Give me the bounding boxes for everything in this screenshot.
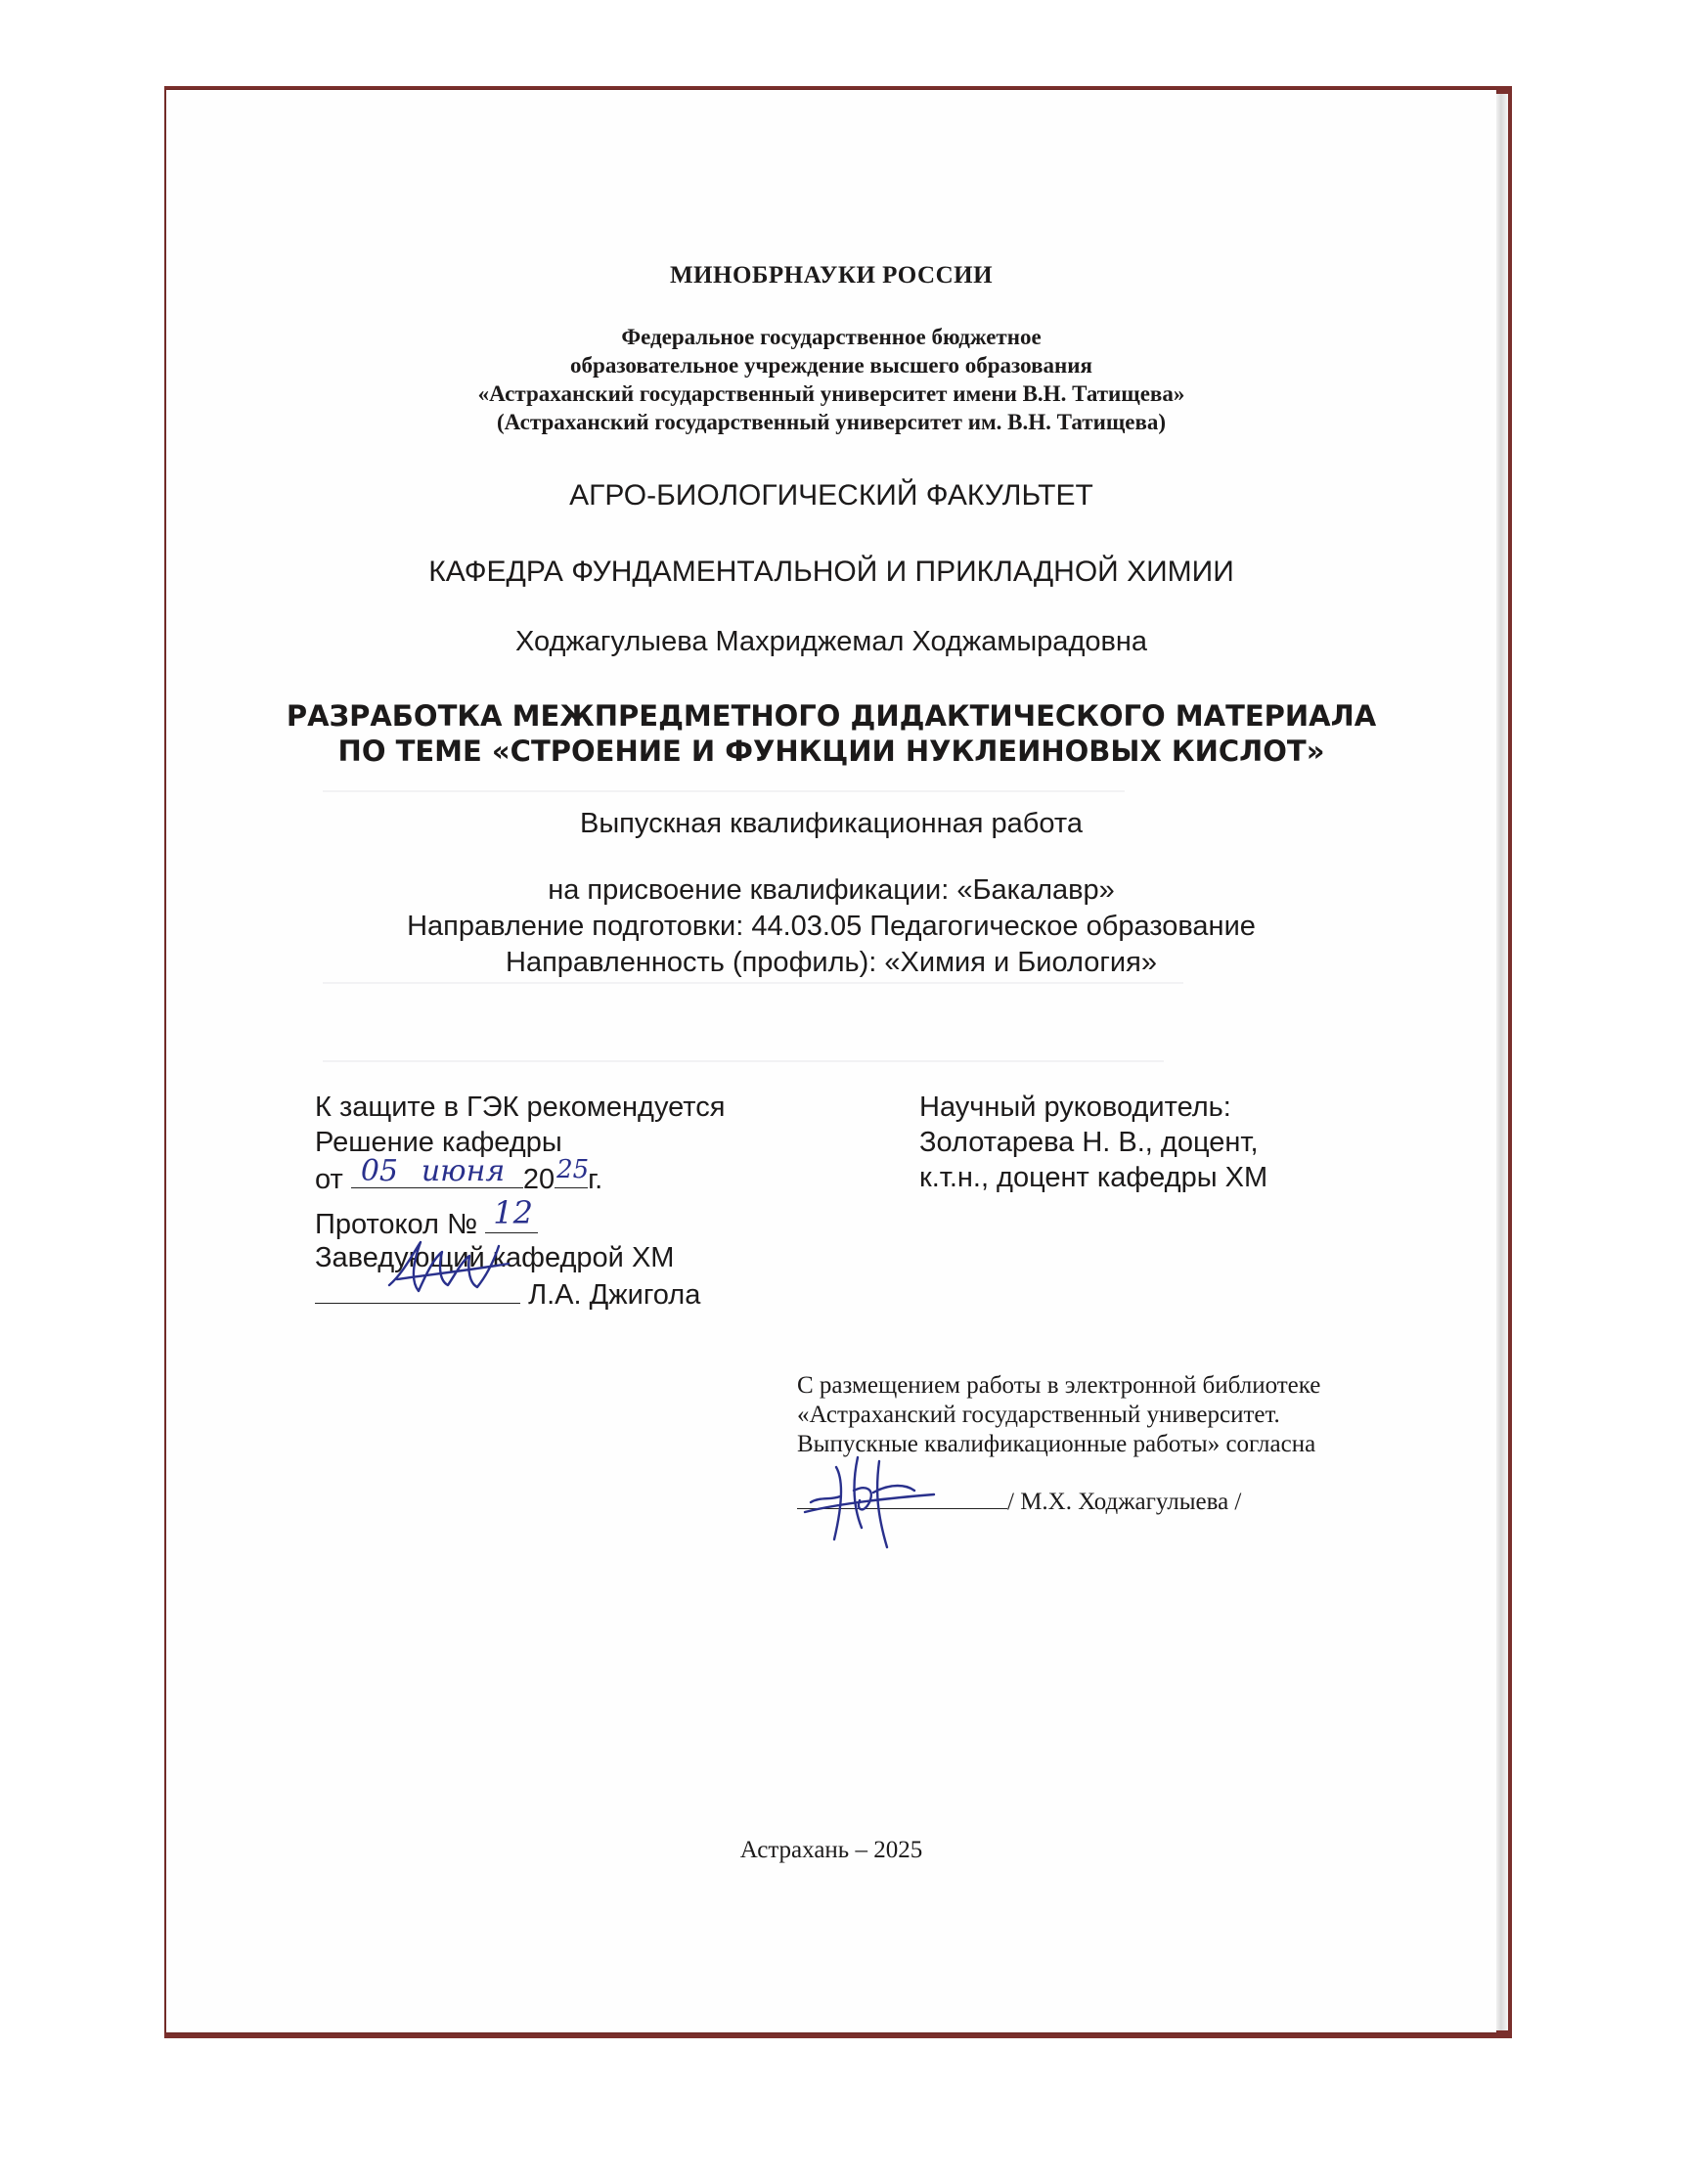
- supervisor-label: Научный руководитель:: [919, 1092, 1231, 1123]
- show-through-line: [323, 790, 1125, 792]
- protocol-number-handwritten: 12: [493, 1194, 533, 1231]
- qualification-line: на присвоение квалификации: «Бакалавр»: [548, 874, 1115, 906]
- defense-line: К защите в ГЭК рекомендуется: [315, 1092, 726, 1123]
- author-name: Ходжагулыева Махриджемал Ходжамырадовна: [514, 626, 1148, 657]
- year-prefix: 20: [522, 1164, 555, 1195]
- institution-line: (Астраханский государственный университет им. В.Н. Татищева): [496, 410, 1167, 434]
- defense-line: Решение кафедры: [315, 1127, 562, 1158]
- institution-line: Федеральное государственное бюджетное: [621, 325, 1042, 349]
- date-handwritten-field: [351, 1154, 523, 1188]
- institution-line: образовательное учреждение высшего образования: [570, 353, 1092, 378]
- protocol-number-field: [485, 1194, 538, 1233]
- head-signature-icon: [383, 1234, 520, 1303]
- department-head-label: Заведующий кафедрой ХМ: [315, 1242, 675, 1273]
- defense-date-line: [315, 1154, 603, 1197]
- consent-line: Выпускные квалификационные работы» согласна: [797, 1431, 1316, 1457]
- date-day-handwritten: 05: [360, 1154, 399, 1188]
- date-prefix: от: [315, 1164, 343, 1195]
- consent-line: «Астраханский государственный университет.: [797, 1402, 1280, 1428]
- author-signature-icon: [797, 1446, 944, 1553]
- date-month-handwritten: июня: [421, 1154, 506, 1188]
- work-type: Выпускная квалификационная работа: [580, 808, 1083, 839]
- supervisor-position: к.т.н., доцент кафедры ХМ: [919, 1162, 1268, 1193]
- department-head-signature-line: [315, 1275, 700, 1313]
- year-suffix: г.: [588, 1164, 603, 1195]
- consent-line: С размещением работы в электронной библиотеке: [797, 1372, 1321, 1399]
- consent-signer-name: / М.Х. Ходжагулыева /: [1007, 1489, 1242, 1515]
- signature-field: [315, 1275, 520, 1304]
- institution-line: «Астраханский государственный университет имени В.Н. Татищева»: [477, 381, 1185, 406]
- year-handwritten-field: [555, 1155, 590, 1188]
- signature-field: [797, 1485, 1007, 1509]
- city-year: Астрахань – 2025: [739, 1837, 923, 1863]
- page-stack-edge: [1496, 94, 1508, 2030]
- show-through-line: [323, 1060, 1164, 1062]
- consent-signature-line: [797, 1485, 1241, 1517]
- thesis-title-line: ПО ТЕМЕ «СТРОЕНИЕ И ФУНКЦИИ НУКЛЕИНОВЫХ КИСЛОТ»: [337, 735, 1325, 768]
- faculty-name: АГРО-БИОЛОГИЧЕСКИЙ ФАКУЛЬТЕТ: [569, 479, 1093, 512]
- department-name: КАФЕДРА ФУНДАМЕНТАЛЬНОЙ И ПРИКЛАДНОЙ ХИМИИ: [428, 556, 1234, 588]
- supervisor-name: Золотарева Н. В., доцент,: [919, 1127, 1259, 1158]
- qualification-line: Направленность (профиль): «Химия и Биология»: [506, 947, 1157, 978]
- show-through-line: [323, 982, 1183, 984]
- qualification-line: Направление подготовки: 44.03.05 Педагогическое образование: [407, 911, 1256, 942]
- year-handwritten: 25: [556, 1155, 590, 1184]
- thesis-title-line: РАЗРАБОТКА МЕЖПРЕДМЕТНОГО ДИДАКТИЧЕСКОГО МАТЕРИАЛА: [286, 699, 1377, 733]
- protocol-prefix: Протокол №: [315, 1209, 478, 1240]
- department-head-name: Л.А. Джигола: [528, 1279, 701, 1311]
- ministry-heading: МИНОБРНАУКИ РОССИИ: [669, 262, 994, 289]
